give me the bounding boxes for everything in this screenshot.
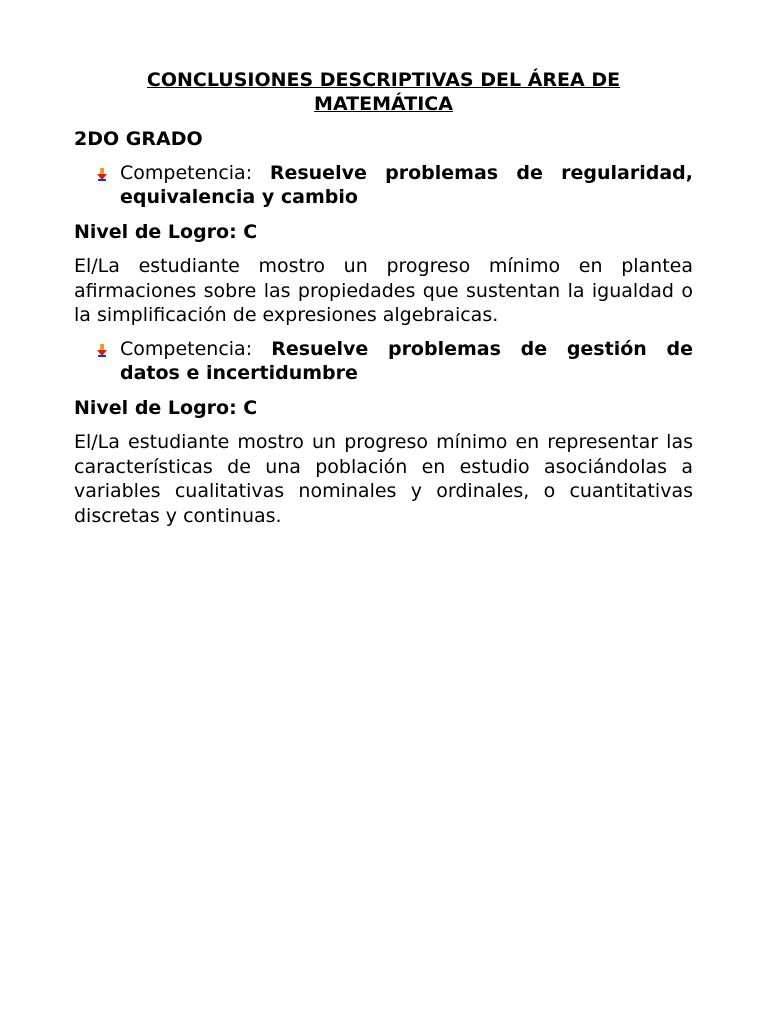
arrow-down-bullet-icon <box>96 167 108 181</box>
nivel-logro-1: Nivel de Logro: C <box>74 221 258 243</box>
competencia-1 <box>120 161 693 209</box>
descripcion-2: El/La estudiante mostro un progreso mínimo en representar las características de una población en estudio asociándolas a variables cualitativas nominales y ordinales, o cuantitativas discretas y continuas. <box>74 431 693 527</box>
competencia-label: Competencia: <box>120 338 272 360</box>
nivel-logro-2: Nivel de Logro: C <box>74 397 258 419</box>
title-line-2: MATEMÁTICA <box>314 93 453 115</box>
competencia-name: Resuelve problemas de regularidad, equivalencia y cambio <box>120 162 694 208</box>
document-title <box>74 68 693 116</box>
competencia-name: Resuelve problemas de gestión de datos e incertidumbre <box>120 338 693 384</box>
competencia-label: Competencia: <box>120 162 270 184</box>
descripcion-1: El/La estudiante mostro un progreso mínimo en plantea afirmaciones sobre las propiedades que sustentan la igualdad o la simplificación de expresiones algebraicas. <box>74 255 693 326</box>
arrow-down-bullet-icon <box>96 343 108 357</box>
title-line-1: CONCLUSIONES DESCRIPTIVAS DEL ÁREA DE <box>146 69 621 91</box>
competencia-2 <box>120 337 693 385</box>
grade-heading: 2DO GRADO <box>74 128 203 150</box>
